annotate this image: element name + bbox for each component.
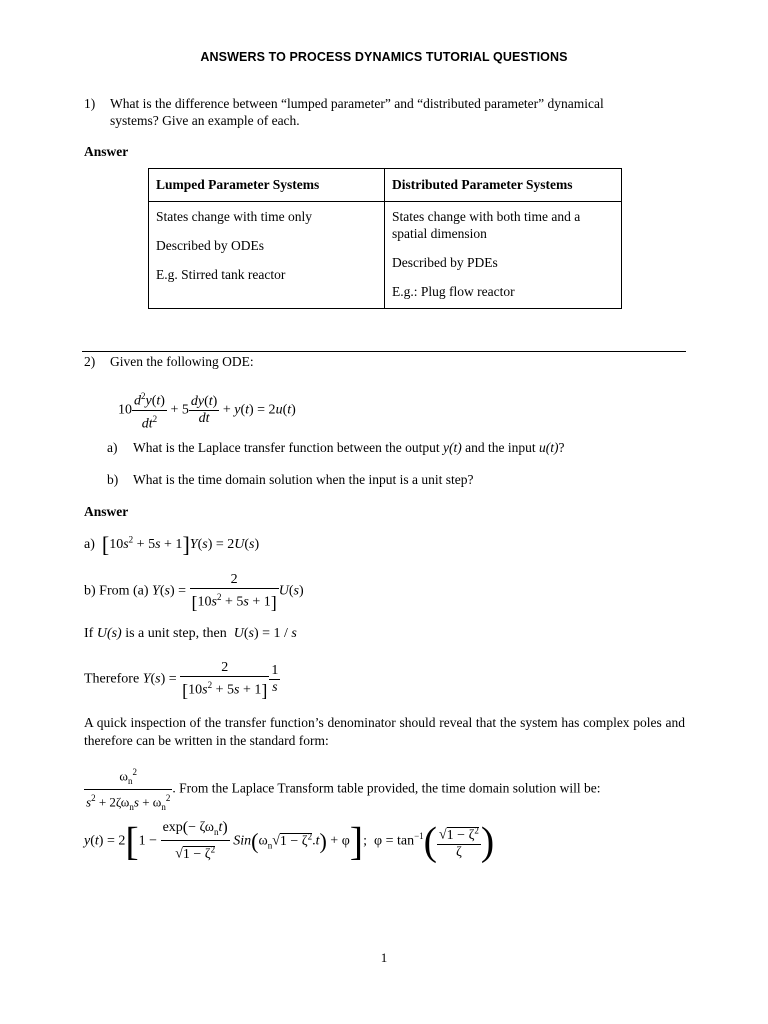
question-1 — [84, 96, 604, 129]
therefore-label: Therefore — [84, 671, 140, 687]
answer-b-equation: b) From (a) Y(s) = $\frac{2}{[10s^2 + 5s + 1]}$ U(s) — [84, 572, 304, 613]
page-title: ANSWERS TO PROCESS DYNAMICS TUTORIAL QUESTIONS — [200, 50, 568, 64]
table-header-lumped: Lumped Parameter Systems — [149, 169, 385, 202]
text: If — [84, 626, 97, 641]
question-text-line2: systems? Give an example of each. — [110, 113, 300, 128]
distributed-item: States change with both time and a spatial dimension — [392, 209, 581, 241]
subq-text: ? — [558, 440, 565, 455]
answer-label: Answer — [84, 504, 129, 519]
question-number: 2) — [84, 354, 96, 369]
input-symbol: U(s) — [96, 626, 122, 641]
output-symbol: y(t) — [443, 440, 462, 455]
subq-text: What is the time domain solution when the input is a unit step? — [133, 472, 474, 487]
section-divider — [82, 351, 686, 352]
subq-label: b) — [107, 472, 119, 487]
therefore-equation: Therefore Y(s) = $\frac{2}{[10s^2 + 5s + 1]}$ $\frac{1}{s}$ — [84, 660, 279, 701]
unit-step-line: If U(s) is a unit step, then U(s) = 1 / s — [84, 626, 297, 641]
answer-a-equation: a) $[10s^2 + 5s + 1]Y(s) = 2U(s)$ — [84, 532, 260, 557]
table-cell-lumped — [149, 202, 385, 309]
question-text-line1: What is the difference between “lumped parameter” and “distributed parameter” dynamical — [110, 96, 604, 111]
subq-text: What is the Laplace transfer function between the output — [133, 440, 444, 455]
standard-form-line: $\frac{\omega_n^2}{s^2 + 2\zeta\omega_ns + \omega_n^2}$ . From the Laplace Transform table provided, the time domain solution will be: — [84, 764, 601, 815]
table-cell-distributed — [385, 202, 622, 309]
comparison-table — [148, 168, 622, 309]
subq-text: and the input — [461, 440, 539, 455]
answer-label: Answer — [84, 144, 129, 159]
distributed-item: E.g.: Plug flow reactor — [392, 284, 515, 299]
explanation-paragraph: A quick inspection of the transfer function’s denominator should reveal that the system has complex poles and therefore can be written in the standard form: — [84, 715, 685, 748]
time-domain-solution: y(t) = 2[1 − $\frac{\exp(- \zeta\omega_nt)}{√1 - \zeta^2}$ $Sin(\omega_n√1 - \zeta^2.t) + \varphi$]; $\varphi = \tan^{-1}$( $\frac{√1 - \zeta^2}{\zeta}$ ) — [84, 818, 495, 864]
answer-a-label: a) — [84, 537, 95, 553]
question-number: 1) — [84, 96, 96, 111]
subq-label: a) — [107, 440, 118, 455]
table-header-distributed: Distributed Parameter Systems — [385, 169, 622, 202]
page-number: 1 — [380, 950, 388, 965]
lumped-item: States change with time only — [156, 209, 312, 224]
input-symbol: u(t) — [539, 440, 559, 455]
standard-form-text: . From the Laplace Transform table provided, the time domain solution will be: — [172, 780, 601, 796]
ode-equation: 10 $\frac{d^2y(t)}{dt^2}$ + 5 $\frac{dy(t)}{dt}$ + y(t) = 2u(t) — [118, 388, 296, 432]
question-2b — [107, 472, 473, 488]
answer-b-label: b) From (a) — [84, 583, 149, 599]
lumped-item: E.g. Stirred tank reactor — [156, 267, 286, 282]
text: is a unit step, then — [121, 626, 227, 641]
table-row — [149, 202, 622, 309]
question-intro: Given the following ODE: — [110, 354, 254, 369]
question-2a — [107, 440, 565, 456]
lumped-item: Described by ODEs — [156, 238, 264, 253]
distributed-item: Described by PDEs — [392, 255, 498, 270]
question-2 — [84, 354, 254, 370]
